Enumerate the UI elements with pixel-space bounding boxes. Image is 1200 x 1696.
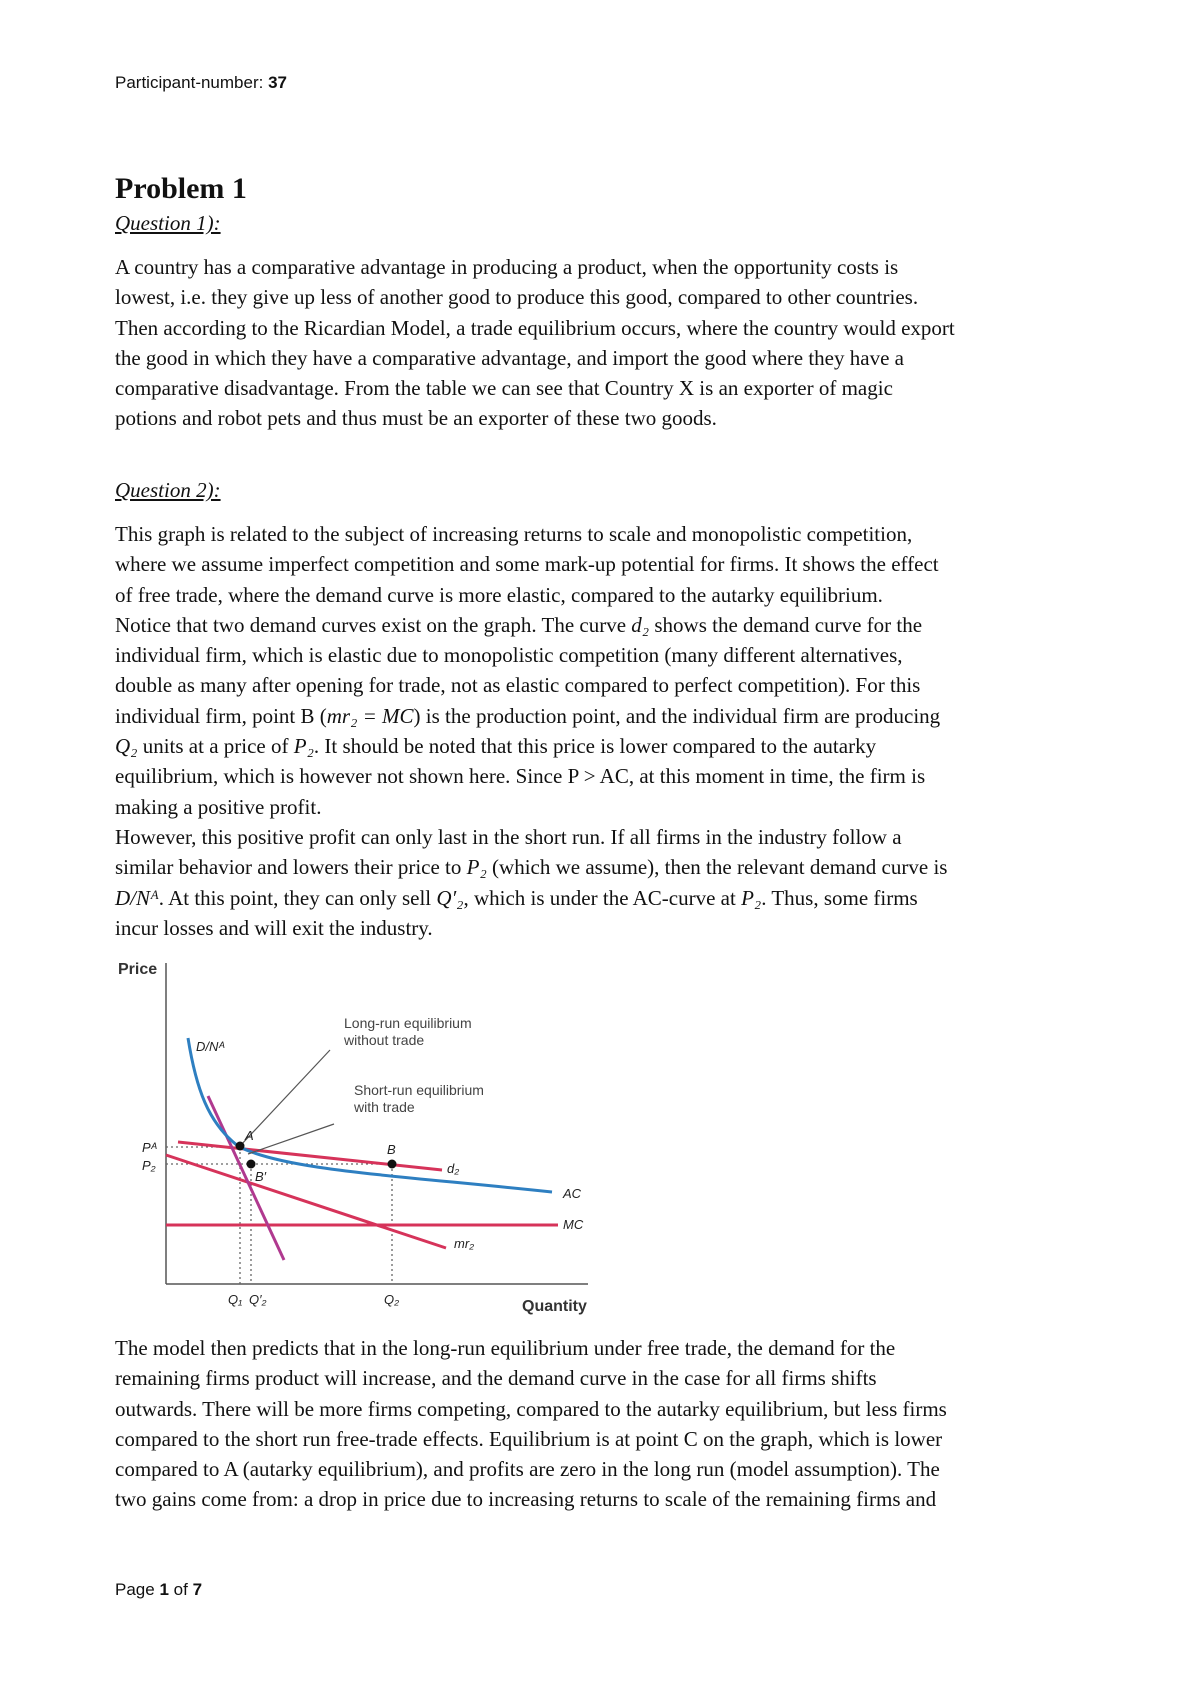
point-b-prime: [247, 1160, 256, 1169]
tick-q1: Q₁: [228, 1292, 243, 1307]
label-d-over-na: D/Nᴬ: [196, 1039, 225, 1054]
q2-line: making a positive profit.: [115, 794, 322, 819]
after-figure-paragraph: [115, 1333, 1105, 1515]
q2-line: [115, 701, 1105, 731]
text-run: Notice that two demand curves exist on the graph. The curve: [115, 612, 627, 637]
math-p2: P₂: [293, 734, 314, 759]
q2-line: where we assume imperfect competition and some mark-up potential for firms. It shows the effect: [115, 552, 939, 577]
math-p2: P₂: [741, 885, 762, 910]
q2-line: [115, 883, 1105, 913]
label-a: A: [245, 1128, 254, 1143]
tick-p2: P₂: [142, 1158, 156, 1173]
question-1-answer: [115, 252, 1105, 434]
q1-line: Then according to the Ricardian Model, a trade equilibrium occurs, where the country would export: [115, 315, 955, 340]
label-b: B: [387, 1142, 396, 1157]
participant-number: 37: [268, 73, 287, 92]
q2-line: equilibrium, which is however not shown here. Since P > AC, at this moment in time, the firm is: [115, 764, 926, 789]
text-run: . Thus, some firms: [761, 885, 918, 910]
participant-label: Participant-number:: [115, 73, 264, 92]
text-run: individual firm, point B (: [115, 703, 327, 728]
annotation-long-run-2: without trade: [344, 1032, 425, 1048]
tick-q2: Q₂: [384, 1292, 400, 1307]
q2-line: of free trade, where the demand curve is more elastic, compared to the autarky equilibrium.: [115, 582, 883, 607]
label-mr2: mr₂: [454, 1236, 475, 1251]
economics-diagram: [112, 948, 612, 1318]
after-line: two gains come from: a drop in price due to increasing returns to scale of the remaining firms and: [115, 1487, 937, 1512]
after-line: outwards. There will be more firms competing, compared to the autarky equilibrium, but less firms: [115, 1396, 947, 1421]
text-run: units at a price of: [142, 734, 289, 759]
after-line: The model then predicts that in the long-run equilibrium under free trade, the demand for the: [115, 1336, 896, 1360]
q2-line: [115, 852, 1105, 882]
question-2-answer: [115, 519, 1105, 943]
q1-line: lowest, i.e. they give up less of another good to produce this good, compared to other countries.: [115, 285, 919, 310]
math-d-over-na: D/Nᴬ: [115, 885, 159, 910]
math-d2: d₂: [631, 612, 650, 637]
after-line: compared to A (autarky equilibrium), and profits are zero in the long run (model assumption). The: [115, 1457, 940, 1482]
question-1-heading: Question 1):: [115, 211, 221, 235]
text-run: (which we assume), then the relevant demand curve is: [492, 855, 948, 880]
math-q2-prime: Q′₂: [436, 885, 464, 910]
q2-line: [115, 731, 1105, 761]
q1-line: comparative disadvantage. From the table we can see that Country X is an exporter of magic: [115, 376, 893, 401]
callout-line-short-run: [248, 1124, 334, 1154]
q2-line: double as many after opening for trade, not as elastic compared to perfect competition). For this: [115, 673, 921, 698]
annotation-short-run-1: Short-run equilibrium: [354, 1082, 484, 1098]
page-title: Problem 1: [115, 172, 247, 205]
tick-q2-prime: Q′₂: [249, 1292, 267, 1307]
math-q2: Q₂: [115, 734, 138, 759]
q2-line: This graph is related to the subject of increasing returns to scale and monopolistic competition,: [115, 522, 913, 546]
q1-line: A country has a comparative advantage in producing a product, when the opportunity costs is: [115, 255, 899, 279]
text-run: shows the demand curve for the: [654, 612, 923, 637]
after-line: remaining firms product will increase, and the demand curve in the case for all firms shifts: [115, 1366, 877, 1391]
text-run: . At this point, they can only sell: [158, 885, 432, 910]
x-axis-label: Quantity: [522, 1298, 587, 1315]
label-ac: AC: [563, 1186, 582, 1201]
d-over-na-curve: [208, 1096, 284, 1260]
tick-pa: Pᴬ: [142, 1140, 158, 1155]
footer-page-total: 7: [192, 1580, 203, 1599]
question-2-heading: Question 2):: [115, 478, 221, 502]
text-run: similar behavior and lowers their price to: [115, 855, 462, 880]
annotation-long-run-1: Long-run equilibrium: [344, 1015, 472, 1031]
q2-line: [115, 610, 1105, 640]
q1-line: potions and robot pets and thus must be an exporter of these two goods.: [115, 406, 717, 431]
math-p2: P₂: [466, 855, 487, 880]
page-footer: [115, 1580, 202, 1600]
text-run: . It should be noted that this price is lower compared to the autarky: [313, 734, 877, 759]
participant-header: [115, 73, 287, 93]
point-a: [236, 1142, 245, 1151]
footer-page-number: 1: [159, 1580, 169, 1599]
label-b-prime: B′: [255, 1169, 267, 1184]
y-axis-label: Price: [118, 961, 158, 978]
after-line: compared to the short run free-trade effects. Equilibrium is at point C on the graph, which is lower: [115, 1426, 943, 1451]
q2-line: However, this positive profit can only last in the short run. If all firms in the industry follow a: [115, 824, 902, 849]
footer-page-word: Page: [115, 1580, 155, 1599]
math-mr2-mc: mr₂ = MC: [326, 703, 414, 728]
label-mc: MC: [563, 1217, 584, 1232]
label-d2: d₂: [447, 1161, 460, 1176]
q1-line: the good in which they have a comparative advantage, and import the good where they have a: [115, 345, 904, 370]
point-b: [388, 1160, 397, 1169]
text-run: , which is under the AC-curve at: [463, 885, 736, 910]
annotation-short-run-2: with trade: [354, 1099, 415, 1115]
footer-of-word: of: [173, 1580, 188, 1599]
text-run: ) is the production point, and the individual firm are producing: [413, 703, 941, 728]
q2-line: individual firm, which is elastic due to monopolistic competition (many different alternatives,: [115, 643, 903, 668]
mr2-curve: [166, 1155, 446, 1248]
q2-line: incur losses and will exit the industry.: [115, 915, 433, 940]
